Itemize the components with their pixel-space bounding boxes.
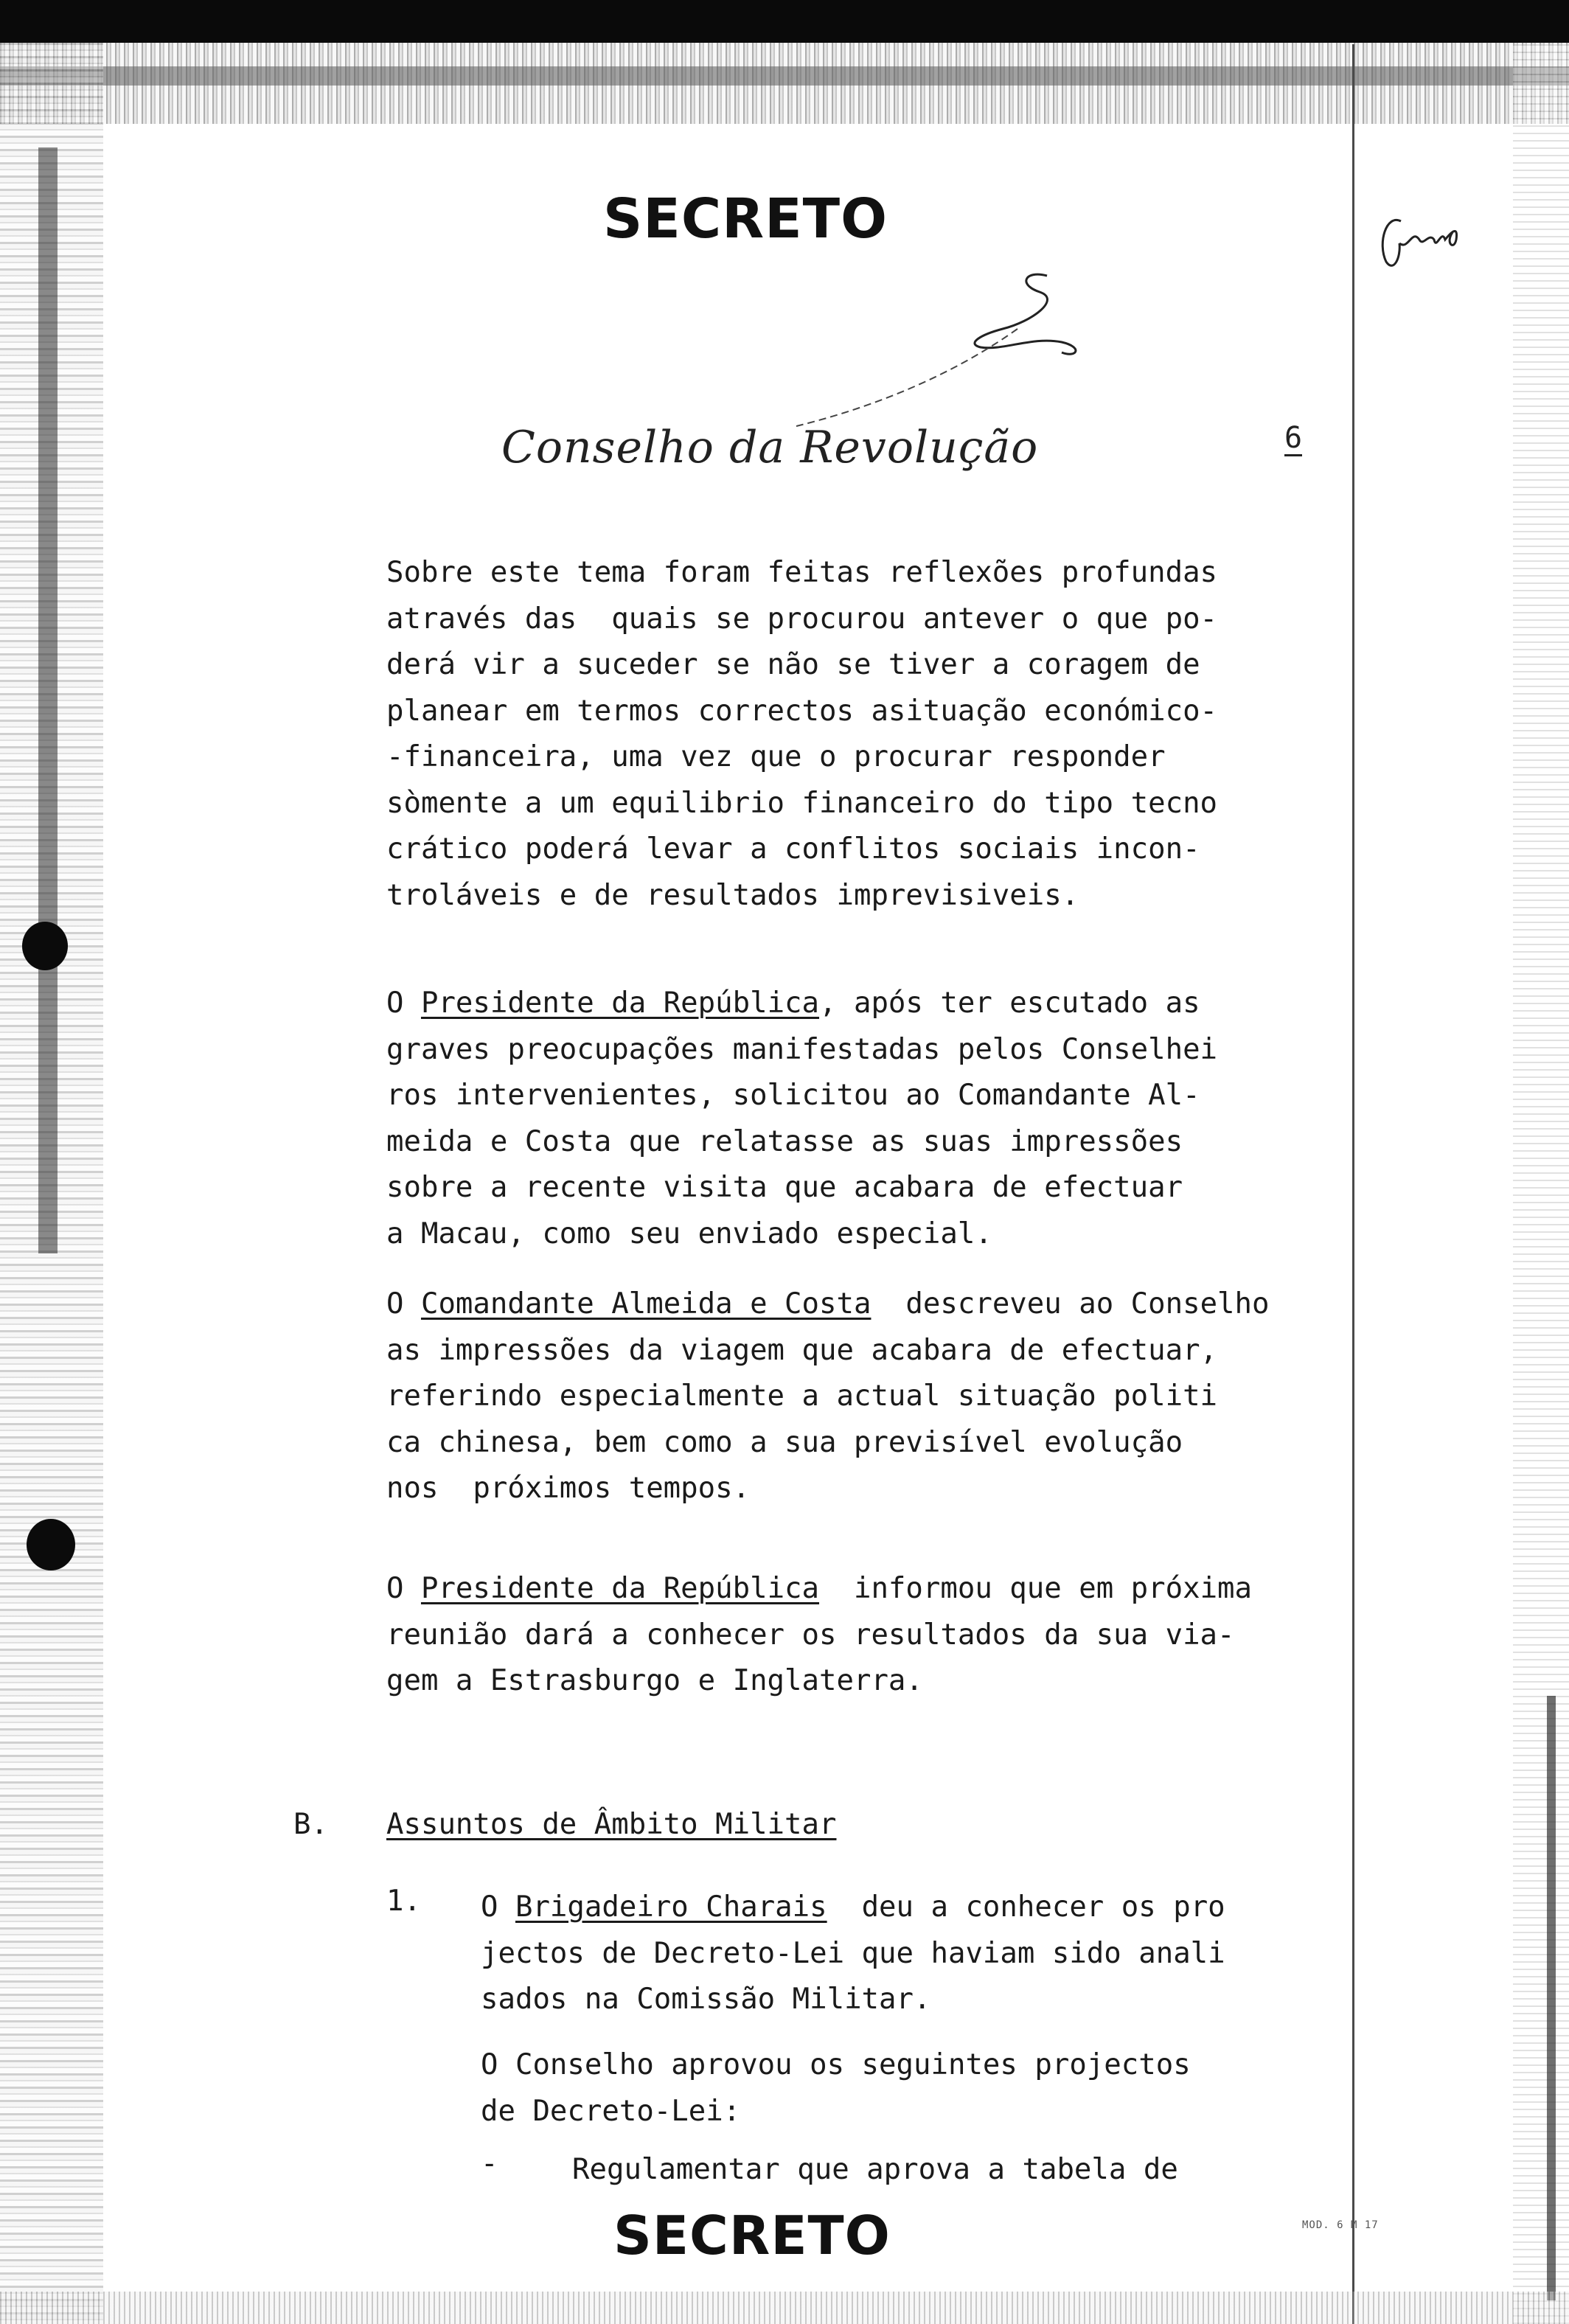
text-line: planear em termos correctos asituação económico- — [386, 694, 1218, 728]
scan-right-edge — [1547, 1696, 1556, 2300]
paragraph-presidente-macau — [386, 981, 1217, 1257]
text-fragment: descreveu ao Conselho — [871, 1287, 1270, 1321]
text-line: O Presidente da República informou que em próxima — [386, 1572, 1253, 1605]
council-letterhead-title: Conselho da Revolução — [501, 422, 1039, 473]
list-item — [572, 2147, 1178, 2193]
text-line: jectos de Decreto-Lei que haviam sido anali — [481, 1936, 1225, 1970]
punch-hole-lower — [27, 1519, 75, 1570]
scan-bottom-noise — [0, 2292, 1569, 2324]
punch-hole-upper — [22, 922, 68, 970]
text-fragment: deu a conhecer os pro — [827, 1890, 1225, 1924]
section-title: Assuntos de Âmbito Militar — [386, 1808, 837, 1841]
scan-right-noise — [1513, 44, 1569, 2324]
classification-stamp-bottom: SECRETO — [613, 2205, 891, 2266]
scan-top-streak — [0, 66, 1569, 86]
text-line: ros intervenientes, solicitou ao Comandante Al- — [386, 1079, 1200, 1112]
page-number: 6 — [1284, 421, 1303, 455]
paragraph-brigadeiro — [481, 1885, 1225, 2023]
text-line: Regulamentar que aprova a tabela de — [572, 2153, 1178, 2186]
handwritten-signature-flourish — [782, 262, 1099, 432]
page-fold-line — [1352, 44, 1354, 2324]
section-letter: B. — [293, 1808, 328, 1841]
handwritten-initials-mark — [1371, 199, 1475, 280]
list-dash: - — [481, 2147, 498, 2180]
text-line: reunião dará a conhecer os resultados da sua via- — [386, 1618, 1235, 1652]
classification-stamp-top: SECRETO — [603, 187, 888, 251]
text-line: crático poderá levar a conflitos sociais incon- — [386, 832, 1200, 866]
text-line: através das quais se procurou antever o que po- — [386, 602, 1218, 636]
paragraph-aprovacao — [481, 2042, 1191, 2135]
text-line: troláveis e de resultados imprevisiveis. — [386, 878, 1079, 912]
text-line: O Presidente da República, após ter escutado as — [386, 987, 1200, 1020]
text-line: nos próximos tempos. — [386, 1472, 751, 1505]
text-fragment: informou que em próxima — [819, 1572, 1253, 1605]
text-line: Sobre este tema foram feitas reflexões profundas — [386, 556, 1218, 589]
text-line: O Comandante Almeida e Costa descreveu ao Conselho — [386, 1287, 1270, 1321]
text-line: O Conselho aprovou os seguintes projectos — [481, 2048, 1191, 2081]
text-line: O Brigadeiro Charais deu a conhecer os pro — [481, 1890, 1225, 1924]
item-number: 1. — [386, 1885, 421, 1918]
text-line: gem a Estrasburgo e Inglaterra. — [386, 1664, 923, 1697]
underlined-name: Comandante Almeida e Costa — [420, 1287, 872, 1321]
text-line: derá vir a suceder se não se tiver a coragem de — [386, 648, 1200, 681]
text-line: sobre a recente visita que acabara de efectuar — [386, 1171, 1183, 1204]
text-line: de Decreto-Lei: — [481, 2094, 741, 2128]
text-line: sòmente a um equilibrio financeiro do tipo tecno — [386, 786, 1218, 820]
text-line: meida e Costa que relatasse as suas impressões — [386, 1124, 1183, 1158]
underlined-name: Presidente da República — [420, 1572, 820, 1605]
paragraph-comandante-china — [386, 1281, 1270, 1512]
text-line: ca chinesa, bem como a sua previsível evolução — [386, 1425, 1183, 1459]
underlined-name: Brigadeiro Charais — [515, 1890, 827, 1924]
text-line: as impressões da viagem que acabara de efectuar, — [386, 1333, 1218, 1367]
text-line: -financeira, uma vez que o procurar responder — [386, 740, 1166, 773]
text-line: referindo especialmente a actual situação politi — [386, 1380, 1218, 1413]
underlined-name: Presidente da República — [420, 987, 820, 1020]
text-line: a Macau, como seu enviado especial. — [386, 1217, 992, 1250]
scan-left-edge — [38, 147, 58, 1253]
text-line: graves preocupações manifestadas pelos Conselhei — [386, 1032, 1218, 1066]
paragraph-presidente-viagem — [386, 1566, 1252, 1705]
form-code: MOD. 6 M 17 — [1302, 2219, 1379, 2231]
scan-top-border — [0, 0, 1569, 43]
text-fragment: , após ter escutado as — [819, 987, 1200, 1020]
paragraph-reflexoes — [386, 550, 1217, 919]
text-line: sados na Comissão Militar. — [481, 1983, 931, 2016]
